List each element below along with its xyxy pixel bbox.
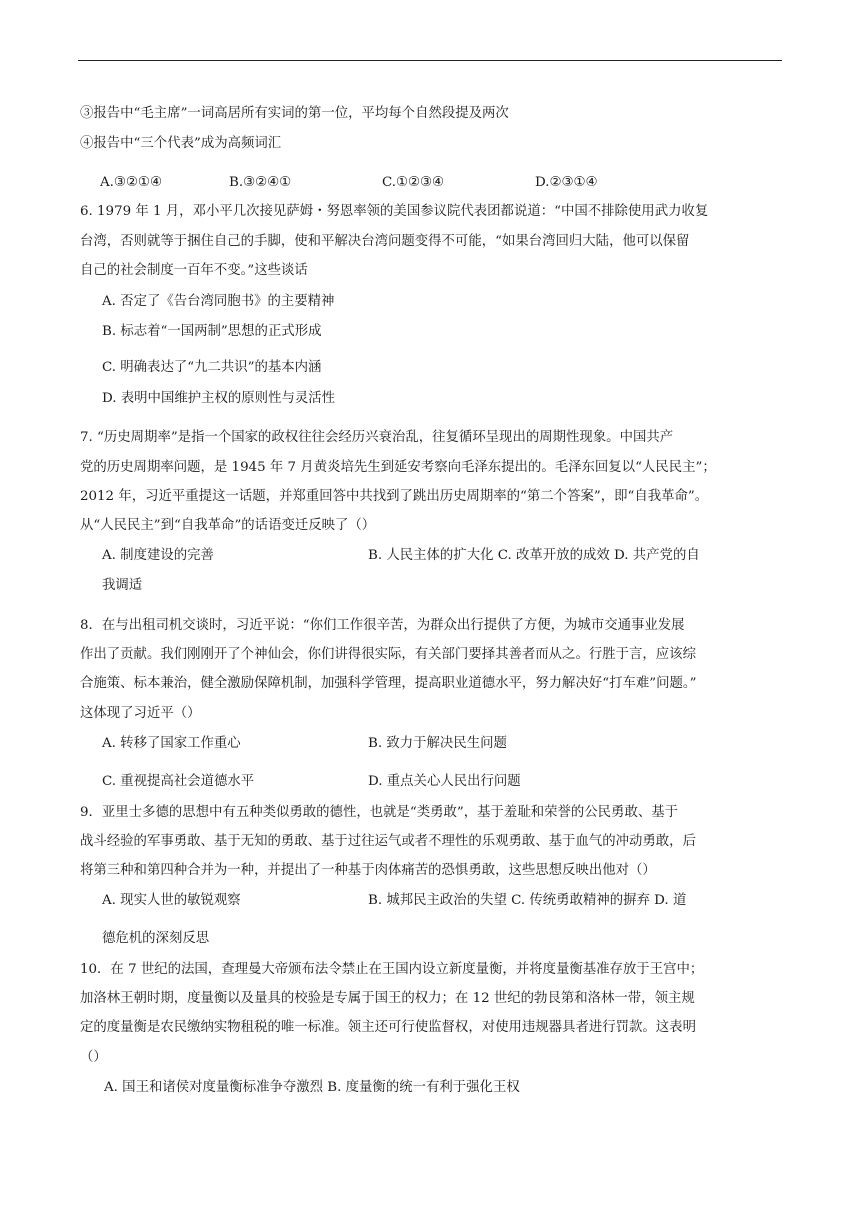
q5-option-c[interactable]: C.①②③④ [382,175,445,190]
q8-option-a[interactable]: A. 转移了国家工作重心 [102,736,241,751]
q9-option-bcd[interactable]: B. 城邦民主政治的失望 C. 传统勇敢精神的摒弃 D. 道 [368,893,687,908]
q8-stem-line-2: 作出了贡献。我们刚刚开了个神仙会，你们讲得很实际，有关部门要择其善者而从之。行胜于言，应该综 [80,647,696,662]
q6-option-a[interactable]: A. 否定了《告台湾同胞书》的主要精神 [102,294,335,309]
q8-option-b[interactable]: B. 致力于解决民生问题 [368,736,507,751]
q10-stem-line-1: 10．在 7 世纪的法国，查理曼大帝颁布法令禁止在王国内设立新度量衡，并将度量衡基准存放于王宫中； [80,962,704,977]
q9-stem-line-2: 战斗经验的军事勇敢、基于无知的勇敢、基于过往运气或者不理性的乐观勇敢、基于血气的冲动勇敢，后 [80,834,696,849]
q6-option-b[interactable]: B. 标志着“一国两制”思想的正式形成 [102,324,322,339]
q10-stem-line-4: （） [80,1050,107,1065]
q7-stem-line-3: 2012 年，习近平重提这一话题，并郑重回答中共找到了跳出历史周期率的“第二个答案”，即“自我革命”。 [80,489,709,504]
q5-option-a[interactable]: A.③②①④ [100,175,162,190]
q5-option-d[interactable]: D.②③①④ [535,175,598,190]
q6-stem-line-3: 自己的社会制度一百年不变。”这些谈话 [80,263,308,278]
q9-stem-line-1: 9．亚里士多德的思想中有五种类似勇敢的德性，也就是“类勇敢”，基于羞耻和荣誉的公民勇敢、基于 [80,805,679,820]
q6-stem-line-1: 6. 1979 年 1 月，邓小平几次接见萨姆・努恩率领的美国参议院代表团都说道：“中国不排除使用武力收复 [80,204,709,219]
q10-stem-line-2: 加洛林王朝时期，度量衡以及量具的校验是专属于国王的权力；在 12 世纪的勃艮第和洛林一带，领主规 [80,991,695,1006]
q6-stem-line-2: 台湾，否则就等于捆住自己的手脚，使和平解决台湾问题变得不可能，“如果台湾回归大陆，他可以保留 [80,234,690,249]
q7-option-a[interactable]: A. 制度建设的完善 [102,548,214,563]
q7-option-bcd[interactable]: B. 人民主体的扩大化 C. 改革开放的成效 D. 共产党的自 [368,548,700,563]
q9-option-d-continued: 德危机的深刻反思 [102,931,210,946]
q7-stem-line-4: 从“人民民主”到“自我革命”的话语变迁反映了（） [80,518,376,533]
q10-stem-line-3: 定的度量衡是农民缴纳实物租税的唯一标准。领主还可行使监督权，对使用违规器具者进行罚款。这表明 [80,1020,696,1035]
q9-option-a[interactable]: A. 现实人世的敏锐观察 [102,893,241,908]
q6-option-c[interactable]: C. 明确表达了“九二共识”的基本内涵 [102,360,322,375]
q5-statement-3: ③报告中“毛主席”一词高居所有实词的第一位，平均每个自然段提及两次 [80,106,509,121]
q5-option-b[interactable]: B.③②④① [229,175,292,190]
q8-stem-line-1: 8．在与出租司机交谈时，习近平说：“你们工作很辛苦，为群众出行提供了方便，为城市交通事业发展 [80,618,685,633]
q8-stem-line-4: 这体现了习近平（） [80,706,201,721]
q10-options-ab[interactable]: A. 国王和诸侯对度量衡标准争夺激烈 B. 度量衡的统一有利于强化王权 [104,1080,520,1095]
q7-option-d-continued: 我调适 [102,578,143,593]
q5-statement-4: ④报告中“三个代表”成为高频词汇 [80,136,282,151]
q9-stem-line-3: 将第三种和第四种合并为一种，并提出了一种基于肉体痛苦的恐惧勇敢，这些思想反映出他对（） [80,863,656,878]
header-rule [78,60,782,61]
q8-stem-line-3: 合施策、标本兼治，健全激励保障机制，加强科学管理，提高职业道德水平，努力解决好“打车难”问题。” [80,676,697,691]
q7-stem-line-2: 党的历史周期率问题，是 1945 年 7 月黄炎培先生到延安考察向毛泽东提出的。毛泽东回复以“人民民主”； [80,460,716,475]
q8-option-c[interactable]: C. 重视提高社会道德水平 [102,774,255,789]
q7-stem-line-1: 7. “历史周期率”是指一个国家的政权往往会经历兴衰治乱，往复循环呈现出的周期性现象。中国共产 [80,430,674,445]
q8-option-d[interactable]: D. 重点关心人民出行问题 [368,774,521,789]
q6-option-d[interactable]: D. 表明中国维护主权的原则性与灵活性 [102,391,336,406]
